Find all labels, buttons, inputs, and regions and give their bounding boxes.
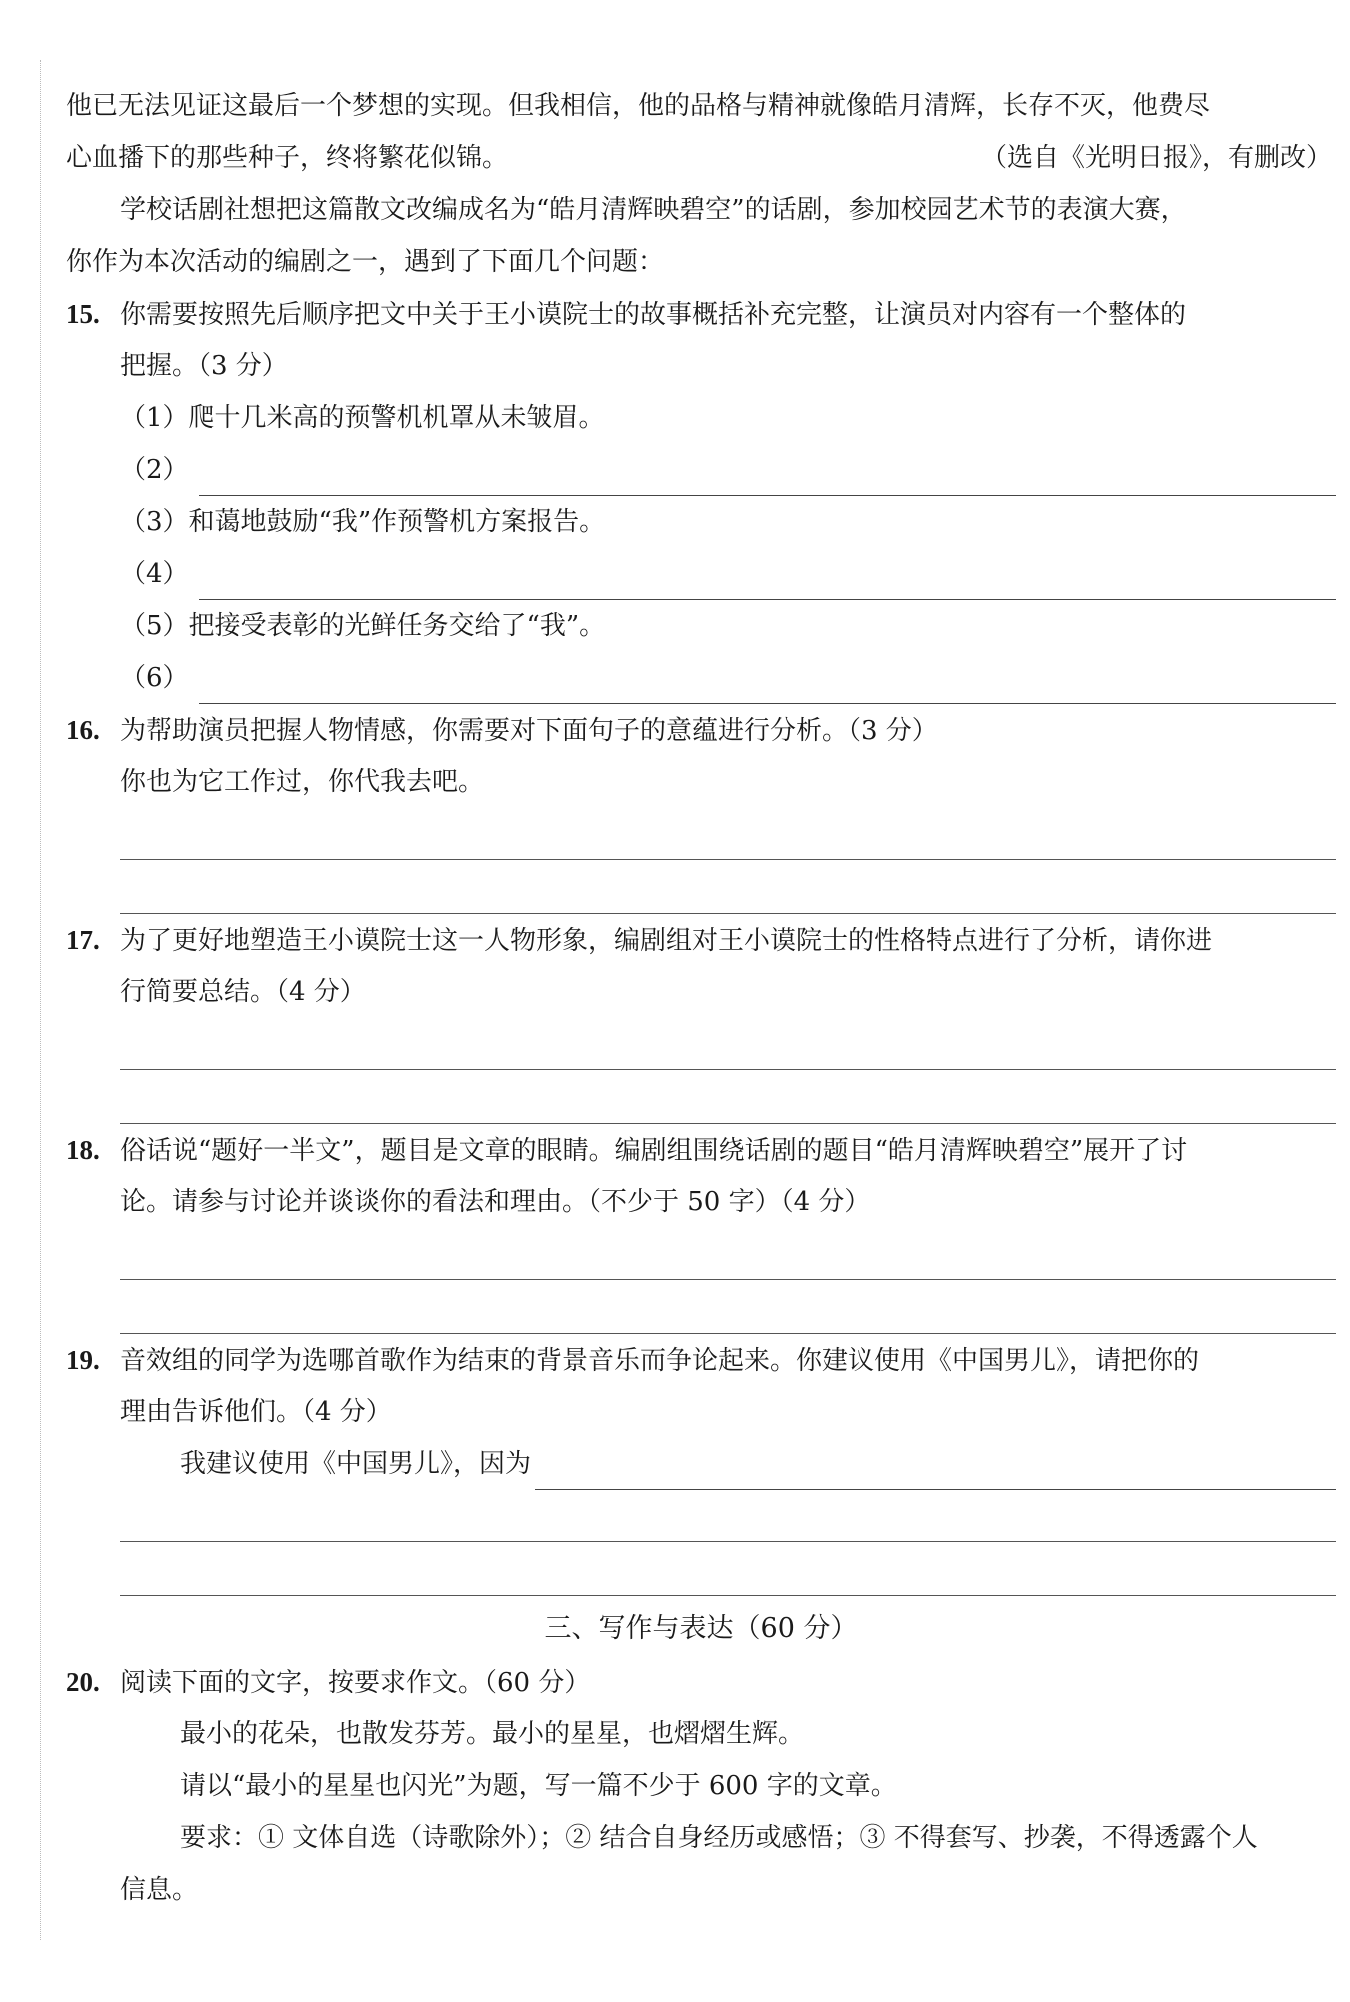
question-16-stem [66, 704, 1336, 756]
story-item-label: （5） [120, 611, 189, 641]
passage-line-text: 心血播下的那些种子，终将繁花似锦。 [66, 143, 509, 173]
answer-line[interactable] [120, 808, 1336, 860]
quoted-sentence: 你也为它工作过，你代我去吧。 [120, 767, 485, 797]
scenario-intro-line: 你作为本次活动的编剧之一，遇到了下面几个问题： [66, 247, 665, 277]
story-item-label: （6） [120, 663, 189, 693]
passage-source: （选自《光明日报》，有删改） [980, 143, 1332, 173]
question-17-stem [66, 914, 1336, 966]
answer-prompt: 我建议使用《中国男儿》，因为 [180, 1449, 532, 1479]
question-text: 阅读下面的文字，按要求作文。（60 分） [120, 1668, 591, 1698]
question-number: 16. [66, 715, 100, 745]
writing-material: 最小的花朵，也散发芬芳。最小的星星，也熠熠生辉。 [180, 1719, 805, 1749]
question-15-stem-cont: 把握。（3 分） [120, 351, 288, 381]
story-item-text: 把接受表彰的光鲜任务交给了“我”。 [188, 611, 606, 641]
story-item-text: 爬十几米高的预警机机罩从未皱眉。 [188, 403, 605, 433]
story-item [66, 392, 1336, 444]
answer-line[interactable] [120, 1018, 1336, 1070]
question-number: 17. [66, 925, 100, 955]
scenario-intro-line: 学校话剧社想把这篇散文改编成名为“皓月清辉映碧空”的话剧，参加校园艺术节的表演大赛， [120, 195, 1187, 225]
binding-margin-rule [40, 60, 41, 1940]
story-item-text: 和蔼地鼓励“我”作预警机方案报告。 [188, 507, 606, 537]
answer-blank[interactable] [535, 1453, 1336, 1490]
question-20-stem [66, 1656, 1336, 1708]
story-item-label: （1） [120, 403, 189, 433]
question-text: 你需要按照先后顺序把文中关于王小谟院士的故事概括补充完整，让演员对内容有一个整体的 [120, 300, 1187, 330]
story-item-label: （4） [120, 559, 189, 589]
question-text: 为帮助演员把握人物情感，你需要对下面句子的意蕴进行分析。（3 分） [120, 716, 938, 746]
question-number: 20. [66, 1667, 100, 1697]
story-item-label: （3） [120, 507, 189, 537]
question-19-prompt-line [66, 1438, 1336, 1490]
question-15-stem [66, 288, 1336, 340]
question-17-stem-cont: 行简要总结。（4 分） [120, 977, 366, 1007]
question-text: 音效组的同学为选哪首歌作为结束的背景音乐而争论起来。你建议使用《中国男儿》，请把你的 [120, 1346, 1200, 1376]
answer-line[interactable] [120, 1542, 1336, 1596]
answer-line[interactable] [120, 1228, 1336, 1280]
question-number: 19. [66, 1345, 100, 1375]
answer-line[interactable] [120, 1490, 1336, 1542]
answer-line[interactable] [120, 1280, 1336, 1334]
section-title: 三、写作与表达（60 分） [544, 1613, 858, 1644]
question-text: 为了更好地塑造王小谟院士这一人物形象，编剧组对王小谟院士的性格特点进行了分析，请你进 [120, 926, 1213, 956]
page-content [66, 80, 1336, 1916]
writing-task: 请以“最小的星星也闪光”为题，写一篇不少于 600 字的文章。 [180, 1771, 897, 1801]
story-item-label: （2） [120, 455, 189, 485]
writing-requirements-cont: 信息。 [120, 1875, 199, 1905]
question-text: 俗话说“题好一半文”，题目是文章的眼睛。编剧组围绕话剧的题目“皓月清辉映碧空”展开了讨 [120, 1136, 1188, 1166]
answer-blank[interactable] [199, 459, 1336, 496]
story-item-blank [66, 444, 1336, 496]
story-item [66, 496, 1336, 548]
question-18-stem-cont: 论。请参与讨论并谈谈你的看法和理由。（不少于 50 字）（4 分） [120, 1187, 871, 1217]
passage-line: 他已无法见证这最后一个梦想的实现。但我相信，他的品格与精神就像皓月清辉，长存不灭，他费尽 [66, 91, 1211, 121]
question-number: 18. [66, 1135, 100, 1165]
answer-blank[interactable] [199, 667, 1336, 704]
story-item-blank [66, 652, 1336, 704]
answer-line[interactable] [120, 860, 1336, 914]
writing-requirements: 要求：① 文体自选（诗歌除外）；② 结合自身经历或感悟；③ 不得套写、抄袭，不得透露个人 [180, 1823, 1258, 1853]
story-item-blank [66, 548, 1336, 600]
question-number: 15. [66, 299, 100, 329]
question-18-stem [66, 1124, 1336, 1176]
story-item [66, 600, 1336, 652]
answer-blank[interactable] [199, 563, 1336, 600]
question-19-stem-cont: 理由告诉他们。（4 分） [120, 1397, 392, 1427]
answer-line[interactable] [120, 1070, 1336, 1124]
passage-line-with-source [66, 132, 1336, 184]
question-19-stem [66, 1334, 1336, 1386]
